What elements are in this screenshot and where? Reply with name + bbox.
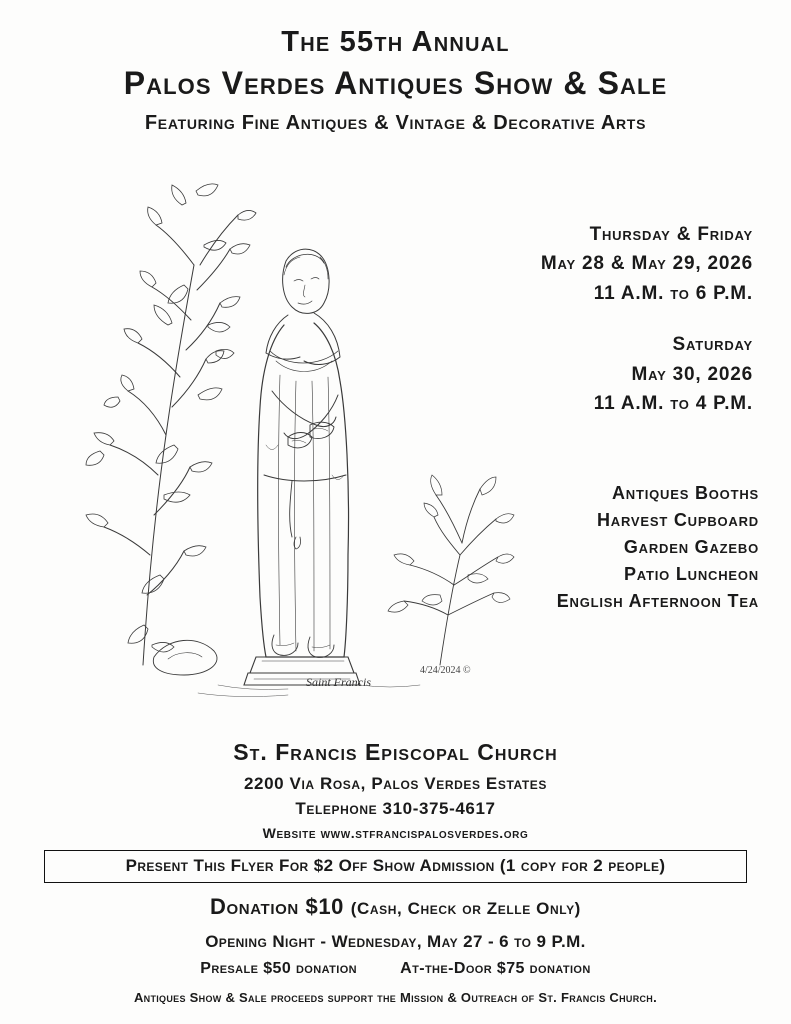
proceeds-note: Antiques Show & Sale proceeds support the Mission & Outreach of St. Francis Church.	[133, 990, 658, 1005]
feature-item-1: Antiques Booths	[611, 483, 759, 503]
page-title-main: Palos Verdes Antiques Show & Sale	[123, 65, 668, 101]
artwork-date-signature: 4/24/2024 ©	[420, 665, 471, 676]
flyer-header	[0, 0, 791, 135]
presale-price: Presale $50 donation	[200, 960, 358, 977]
feature-item-3: Garden Gazebo	[623, 537, 759, 557]
page-title-annual: The 55th Annual	[281, 26, 510, 58]
donation-line	[24, 894, 767, 920]
venue-website[interactable]: Website www.stfrancispalosverdes.org	[262, 825, 529, 841]
opening-night-line: Opening Night - Wednesday, May 27 - 6 to 9 P.M.	[205, 932, 586, 951]
schedule-dates-2: May 30, 2026	[631, 363, 753, 385]
coupon-box: Present This Flyer For $2 Off Show Admission (1 copy for 2 people)	[44, 850, 747, 883]
feature-item-4: Patio Luncheon	[623, 564, 759, 584]
schedule-hours-2: 11 A.M. to 4 P.M.	[593, 393, 753, 415]
schedule-spacer	[433, 308, 753, 330]
schedule-block	[433, 220, 753, 419]
venue-address: 2200 Via Rosa, Palos Verdes Estates	[243, 774, 548, 793]
ticket-price-line	[24, 960, 767, 978]
venue-telephone: Telephone 310-375-4617	[295, 799, 496, 818]
schedule-days-2: Saturday	[672, 334, 753, 356]
at-the-door-price: At-the-Door $75 donation	[400, 960, 591, 977]
schedule-dates-1: May 28 & May 29, 2026	[540, 253, 753, 275]
schedule-hours-1: 11 A.M. to 6 P.M.	[593, 282, 753, 304]
schedule-days-1: Thursday & Friday	[589, 224, 753, 245]
donation-label: Donation $10	[210, 894, 345, 919]
flyer-body	[0, 135, 791, 735]
features-block	[419, 480, 759, 615]
page-subtitle: Featuring Fine Antiques & Vintage & Decorative Arts	[144, 112, 647, 134]
feature-item-2: Harvest Cupboard	[596, 510, 759, 530]
feature-item-5: English Afternoon Tea	[556, 591, 759, 611]
donation-note: (Cash, Check or Zelle Only)	[350, 899, 581, 918]
artwork-caption: Saint Francis	[306, 675, 371, 689]
venue-name: St. Francis Episcopal Church	[233, 739, 558, 765]
flyer-footer	[0, 739, 791, 1005]
